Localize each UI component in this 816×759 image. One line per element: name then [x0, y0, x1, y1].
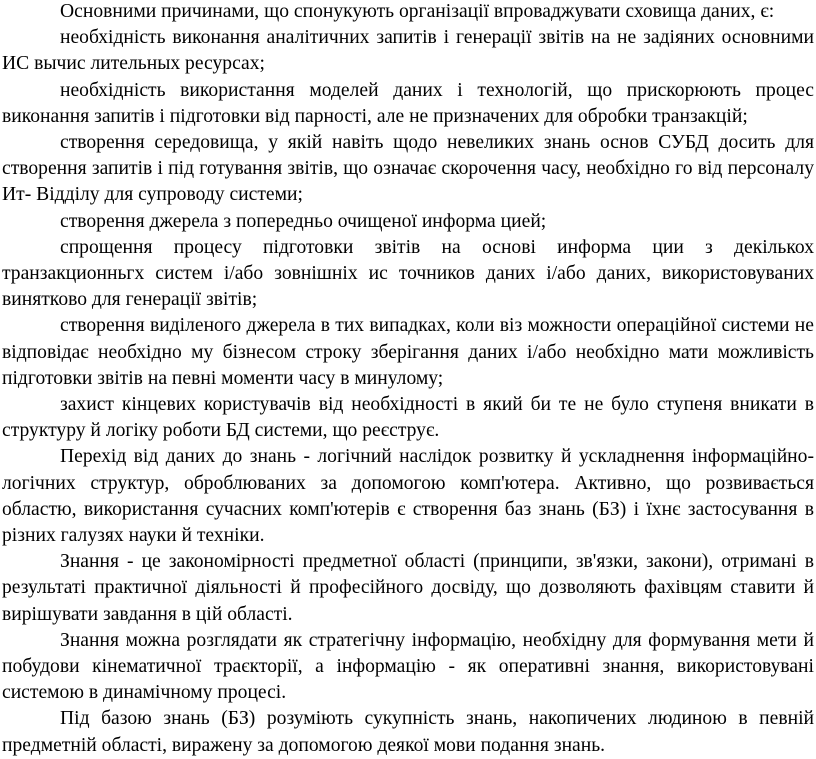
paragraph-knowledge-base: Під базою знань (БЗ) розуміють сукупність знань, накопичених людиною в певній предметній області, виражену за допомогою деякої мови подання знань.: [2, 708, 814, 756]
document-page: [2, 0, 814, 759]
list-item-user-protection: захист кінцевих користувачів від необхідності в який би те не було ступеня вникати в структуру й логіку роботи БД системи, що реєструє.: [2, 394, 814, 442]
paragraph-intro: Основними причинами, що спонукують організації впроваджувати сховища даних, є:: [60, 1, 775, 22]
paragraph-knowledge-definition: Знання - це закономірності предметної області (принципи, зв'язки, закони), отримані в результаті практичної діяльності й професійного досвіду, що дозволяють фахівцям ставити й вирішувати завдання в цій області.: [2, 551, 814, 625]
list-item-simplify-reports: спрощення процесу підготовки звітів на основі информа ции з декількох транзакционньгх систем і/або зовнішніх ис точников даних і/або даних, використовуваних винятково для генерації звітів;: [2, 236, 814, 311]
list-item-clean-source: створення джерела з попередньо очищеної информа цией;: [60, 210, 547, 232]
list-item-data-models: необхідність використання моделей даних і технологій, що прискорюють процес виконання запитів і підготовки від парності, але не призначених для обробки транзакцій;: [2, 79, 814, 127]
paragraph-data-to-knowledge: Перехід від даних до знань - логічний наслідок розвитку й ускладнення інформаційно-логічних структур, оброблюваних за допомогою комп'ютера. Активно, що розвивається областю, використання сучасних комп'ютерів є створення баз знань (БЗ) і їхнє застосування в різних галузях науки й техніки.: [2, 446, 814, 547]
list-item-dedicated-source: створення виділеного джерела в тих випадках, коли віз можности операційної системи не відповідає необхідно му бізнесом строку зберігання даних і/або необхідно мати можливість підготовки звітів на певні моменти часу в минулому;: [2, 315, 814, 389]
paragraph-strategic-information: Знання можна розглядати як стратегічну інформацію, необхідну для формування мети й побудови кінематичної траєкторії, а інформацію - як оперативні знання, використовувані системою в динамічному процесі.: [2, 629, 814, 704]
list-item-analytics: необхідність виконання аналітичних запитів і генерації звітів на не задіяних основними ИС вычис лительных ресурсах;: [2, 27, 814, 75]
list-item-environment: створення середовища, у якій навіть щодо невеликих знань основ СУБД досить для створення запитів і під готування звітів, що означає скорочення часу, необхідно го від персоналу Ит- Відділу для супроводу системи;: [2, 132, 814, 206]
